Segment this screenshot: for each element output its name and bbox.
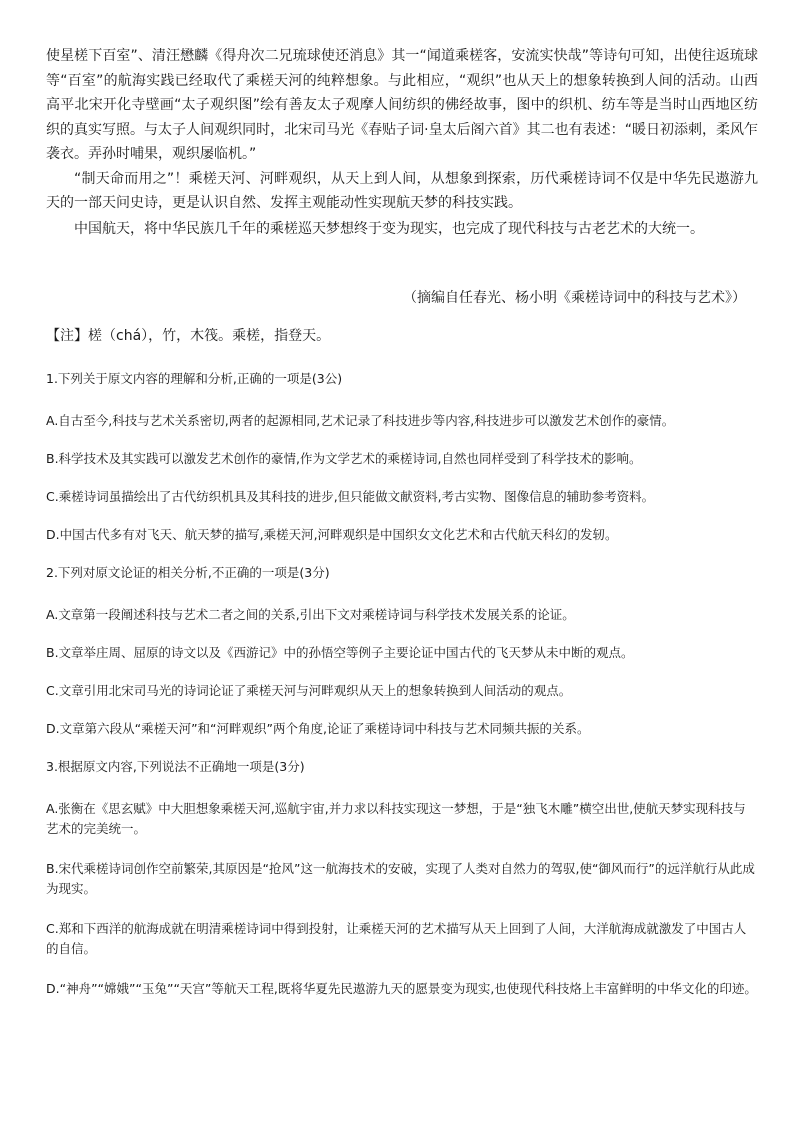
question-stem: 3.根据原文内容,下列说法不正确地一项是(3分) [46, 759, 305, 774]
passage-note: 【注】槎（chá），竹，木筏。乘槎，指登天。 [46, 328, 331, 344]
question-option: A.张衡在《思玄赋》中大胆想象乘槎天河,巡航宇宙,并力求以科技实现这一梦想，于是“独飞木雕”横空出世,使航天梦实现科技与艺术的完美统一。 [46, 801, 746, 836]
document-page [46, 44, 758, 1019]
question-option: C.文章引用北宋司马光的诗词论证了乘槎天河与河畔观织从天上的想象转换到人间活动的观点。 [46, 683, 572, 698]
question-1 [46, 369, 758, 545]
question-stem: 1.下列关于原文内容的理解和分析,正确的一项是(3公) [46, 371, 343, 386]
question-option: A.自古至今,科技与艺术关系密切,两者的起源相同,艺术记录了科技进步等内容,科技进步可以激发艺术创作的豪情。 [46, 413, 675, 428]
question-option: B.文章举庄周、屈原的诗文以及《西游记》中的孙悟空等例子主要论证中国古代的飞天梦从未中断的观点。 [46, 645, 634, 660]
passage-paragraph-3: 中国航天，将中华民族几千年的乘槎巡天梦想终于变为现实，也完成了现代科技与古老艺术的大统一。 [74, 220, 704, 237]
question-stem: 2.下列对原文论证的相关分析,不正确的一项是(3分) [46, 565, 330, 580]
question-option: D.“神舟”“嫦娥”“玉兔”“天宫”等航天工程,既将华夏先民遨游九天的愿景变为现实,也使现代科技烙上丰富鲜明的中华文化的印迹。 [46, 981, 757, 996]
question-2 [46, 563, 758, 739]
question-option: B.宋代乘槎诗词创作空前繁荣,其原因是“抢风”这一航海技术的安破，实现了人类对自然力的驾驭,使“御风而行”的远洋航行从此成为现实。 [46, 861, 755, 896]
question-option: D.中国古代多有对飞天、航天梦的描写,乘槎天河,河畔观织是中国织女文化艺术和古代航天科幻的发轫。 [46, 527, 618, 542]
question-option: B.科学技术及其实践可以激发艺术创作的豪情,作为文学艺术的乘槎诗词,自然也同样受到了科学技术的影响。 [46, 451, 642, 466]
question-option: C.郑和下西洋的航海成就在明清乘槎诗词中得到投射，让乘槎天河的艺术描写从天上回到了人间，大洋航海成就激发了中国古人的自信。 [46, 921, 747, 956]
question-3 [46, 757, 758, 999]
question-option: D.文章第六段从“乘槎天河”和“河畔观织”两个角度,论证了乘槎诗词中科技与艺术同频共振的关系。 [46, 721, 590, 736]
passage-paragraph-1: 使星槎下百室”、清汪懋麟《得舟次二兄琉球使还消息》其一“闻道乘槎客，安流实快哉”等诗句可知，出使往返琉球等“百室”的航海实践已经取代了乘槎天河的纯粹想象。与此相应，“观织”也从天上的想象转换到人间的活动。山西高平北宋开化寺壁画“太子观织图”绘有善友太子观摩人间纺织的佛经故事，图中的织机、纺车等是当时山西地区纺织的真实写照。与太子人间观织同时，北宋司马光《春贴子词·皇太后阁六首》其二也有表述：“暖日初添刺，柔风乍袭衣。弄孙时哺果，观织屡临机。” [46, 48, 758, 162]
passage-paragraph-2: “制天命而用之”！乘槎天河、河畔观织，从天上到人间，从想象到探索，历代乘槎诗词不仅是中华先民遨游九天的一部天问史诗，更是认识自然、发挥主观能动性实现航天梦的科技实践。 [46, 170, 758, 211]
question-option: A.文章第一段阐述科技与艺术二者之间的关系,引出下文对乘槎诗词与科学技术发展关系的论证。 [46, 607, 575, 622]
question-option: C.乘槎诗词虽描绘出了古代纺织机具及其科技的进步,但只能做文献资料,考古实物、图像信息的辅助参考资料。 [46, 489, 655, 504]
passage-source: （摘编自任春光、杨小明《乘槎诗词中的科技与艺术》） [403, 290, 746, 306]
